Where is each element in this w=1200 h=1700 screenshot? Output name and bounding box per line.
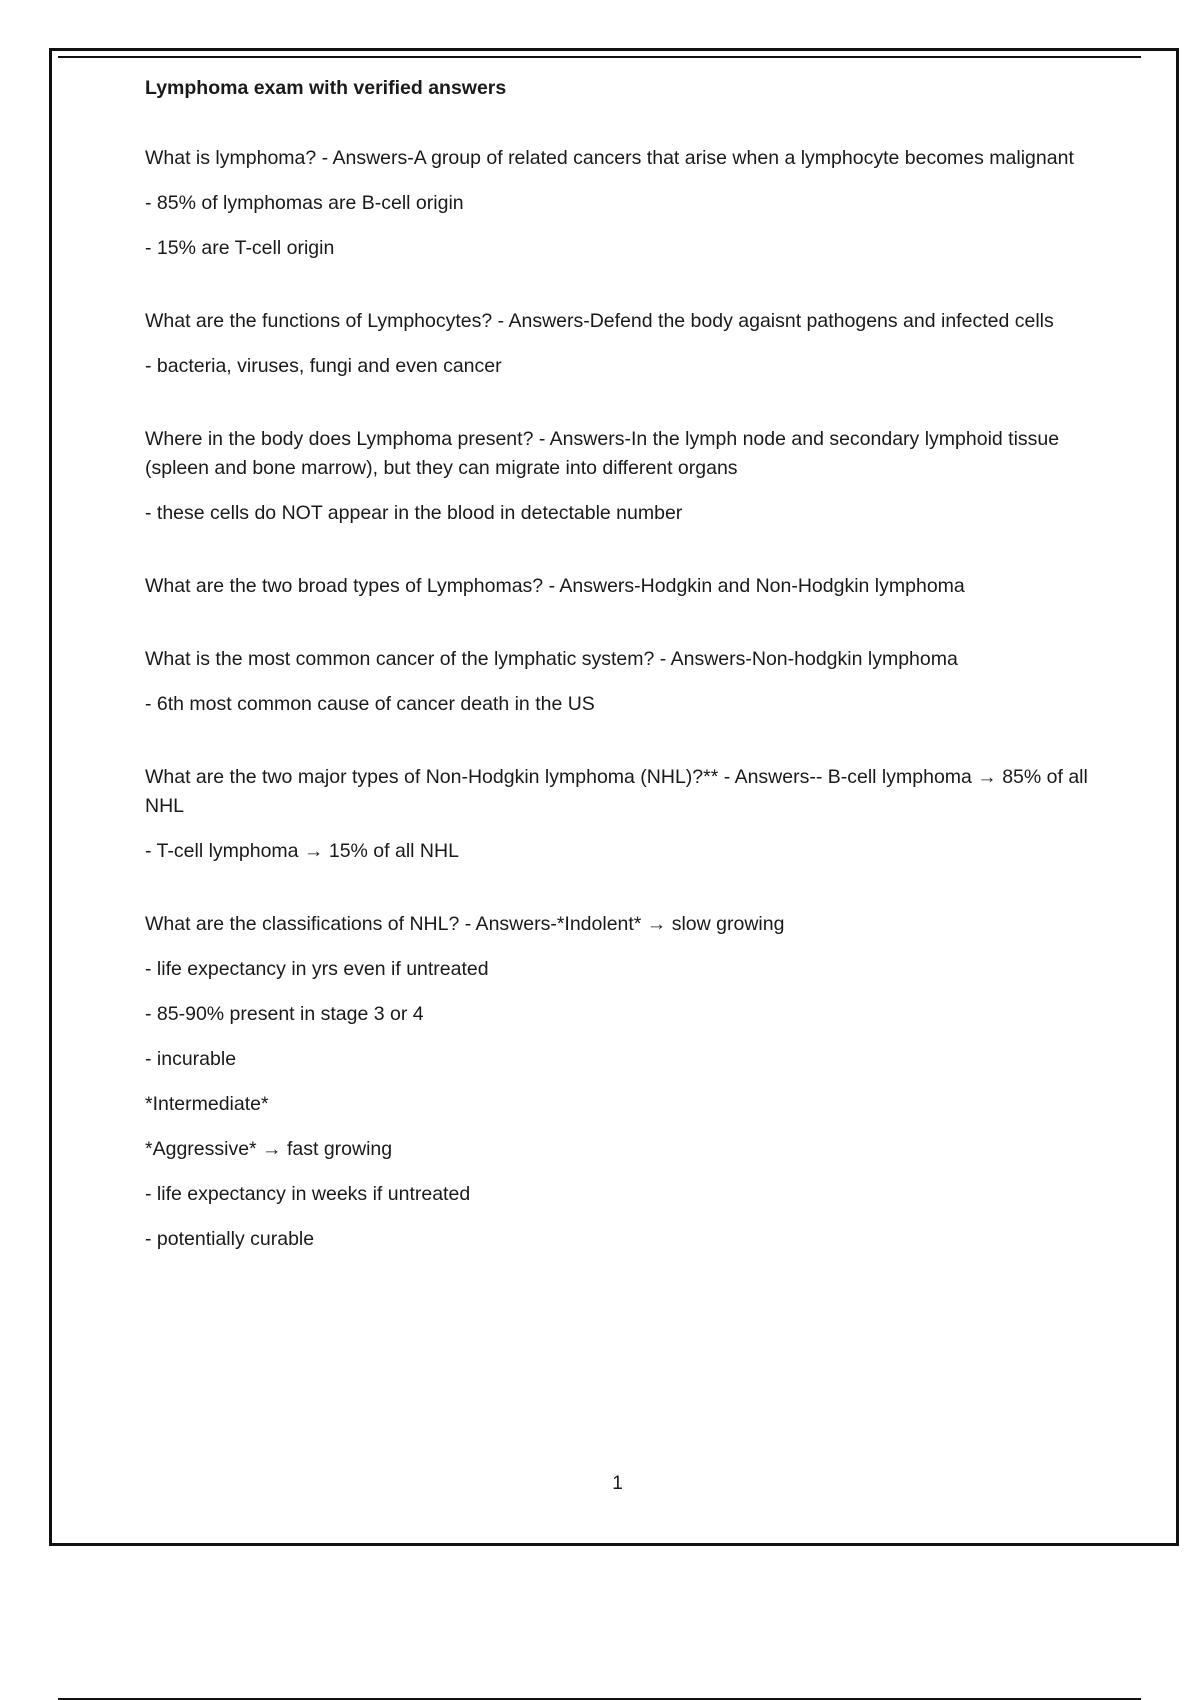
document-body — [145, 74, 1090, 1270]
question-text: What are the two major types of Non-Hodgkin lymphoma (NHL)?** - Answers-- B-cell lymphoma → 85% of all NHL — [145, 766, 1088, 817]
answer-bullet: - life expectancy in yrs even if untreated — [145, 958, 489, 980]
qa-item-4 — [145, 572, 1090, 601]
answer-bullet: - potentially curable — [145, 1228, 315, 1250]
answer-bullet: - life expectancy in weeks if untreated — [145, 1183, 471, 1205]
document-title: Lymphoma exam with verified answers — [145, 77, 507, 99]
qa-item-3 — [145, 425, 1090, 528]
answer-bullet: - 15% are T-cell origin — [145, 237, 335, 259]
answer-bullet: - these cells do NOT appear in the blood in detectable number — [145, 502, 683, 524]
answer-bullet: - incurable — [145, 1048, 237, 1070]
qa-item-5 — [145, 645, 1090, 719]
classification-label: *Intermediate* — [145, 1093, 269, 1115]
qa-item-2 — [145, 307, 1090, 381]
qa-item-6 — [145, 763, 1090, 866]
question-text: What is the most common cancer of the lymphatic system? - Answers-Non-hodgkin lymphoma — [145, 648, 958, 670]
answer-bullet: - 85% of lymphomas are B-cell origin — [145, 192, 464, 214]
question-text: Where in the body does Lymphoma present? - Answers-In the lymph node and secondary lymphoid tissue (spleen and bone marrow), but they can migrate into different organs — [145, 428, 1060, 479]
question-text: What is lymphoma? - Answers-A group of related cancers that arise when a lymphocyte becomes malignant — [145, 147, 1074, 169]
question-text: What are the classifications of NHL? - Answers-*Indolent* → slow growing — [145, 913, 785, 935]
answer-bullet: - 6th most common cause of cancer death in the US — [145, 693, 595, 715]
answer-bullet: - 85-90% present in stage 3 or 4 — [145, 1003, 424, 1025]
classification-label: *Aggressive* → fast growing — [145, 1138, 393, 1160]
page-number: 1 — [612, 1473, 623, 1494]
answer-bullet: - T-cell lymphoma → 15% of all NHL — [145, 840, 459, 862]
question-text: What are the functions of Lymphocytes? - Answers-Defend the body agaisnt pathogens and infected cells — [145, 310, 1054, 332]
qa-item-1 — [145, 144, 1090, 263]
top-rule — [58, 56, 1141, 58]
qa-item-7 — [145, 910, 1090, 1254]
question-text: What are the two broad types of Lymphomas? - Answers-Hodgkin and Non-Hodgkin lymphoma — [145, 575, 965, 597]
answer-bullet: - bacteria, viruses, fungi and even cancer — [145, 355, 502, 377]
